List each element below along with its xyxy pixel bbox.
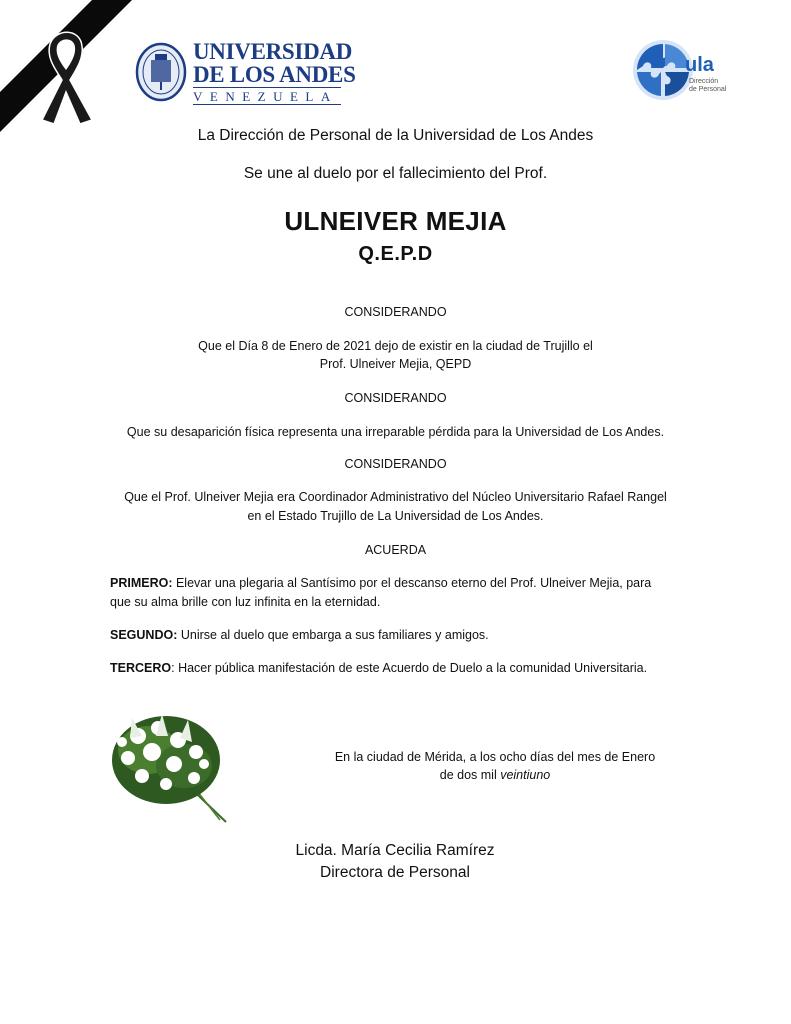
considerando-heading-1: CONSIDERANDO: [344, 305, 447, 319]
ula-logo-rule-top: [193, 87, 341, 88]
closing-line-2-italic: veintiuno: [500, 768, 551, 782]
acuerdo-tercero-label: TERCERO: [110, 661, 172, 675]
signature-name: Licda. María Cecilia Ramírez: [295, 842, 495, 859]
considerando-text-1b: Prof. Ulneiver Mejia, QEPD: [319, 357, 472, 371]
flower-bouquet-icon: [108, 706, 236, 824]
intro-line-2: Se une al duelo por el fallecimiento del Prof.: [243, 165, 548, 182]
considerando-heading-2: CONSIDERANDO: [344, 391, 447, 405]
ula-logo-rule-bottom: [193, 104, 341, 105]
intro-line-1: La Dirección de Personal de la Universidad de Los Andes: [197, 127, 594, 144]
closing-line-1: En la ciudad de Mérida, a los ocho días del mes de Enero: [334, 750, 656, 764]
deceased-name: ULNEIVER MEJIA: [284, 206, 507, 236]
ula-seal-icon: [135, 42, 187, 102]
considerando-text-1a: Que el Día 8 de Enero de 2021 dejo de existir en la ciudad de Trujillo el: [198, 339, 593, 353]
signature-title: Directora de Personal: [320, 864, 470, 881]
ula-logo-line1: UNIVERSIDAD: [193, 39, 353, 64]
considerando-text-2: Que su desaparición física representa una irreparable pérdida para la Universidad de Los Andes.: [126, 425, 665, 439]
ula-logo-line3: VENEZUELA: [193, 89, 338, 104]
considerando-text-3b: en el Estado Trujillo de La Universidad de Los Andes.: [247, 509, 544, 523]
ula-logo: [135, 39, 356, 106]
acuerdo-primero-text-b: que su alma brille con luz infinita en la eternidad.: [110, 595, 381, 609]
acuerda-heading: ACUERDA: [364, 543, 427, 557]
ula-logo-line2: DE LOS ANDES: [193, 62, 356, 87]
dp-logo-subtitle-line2: de Personal: [689, 86, 727, 93]
acuerdo-primero-label: PRIMERO:: [110, 576, 173, 590]
acuerdo-segundo-label: SEGUNDO:: [110, 628, 178, 642]
qepd-label: Q.E.P.D: [358, 243, 433, 265]
acuerdo-tercero-text: : Hacer pública manifestación de este Acuerdo de Duelo a la comunidad Universitaria.: [171, 661, 648, 675]
acuerdo-tercero: [110, 659, 690, 678]
closing-line-2-prefix: de dos mil: [439, 768, 501, 782]
dp-logo-brand: ula: [685, 54, 714, 76]
closing-line-2: [300, 766, 690, 784]
acuerdo-segundo-text: Unirse al duelo que embarga a sus familiares y amigos.: [177, 628, 489, 642]
acuerdo-primero: [110, 574, 690, 612]
direccion-personal-logo: [631, 38, 741, 102]
dp-logo-subtitle-line1: Dirección: [689, 78, 719, 85]
acuerdo-segundo: [110, 626, 690, 645]
dp-logo-subtitle: [689, 78, 726, 94]
considerando-text-3a: Que el Prof. Ulneiver Mejia era Coordinador Administrativo del Núcleo Universitario Rafael Rangel: [124, 490, 667, 504]
acuerdo-primero-text-a: Elevar una plegaria al Santísimo por el descanso eterno del Prof. Ulneiver Mejia, para: [172, 576, 652, 590]
considerando-heading-3: CONSIDERANDO: [344, 457, 447, 471]
